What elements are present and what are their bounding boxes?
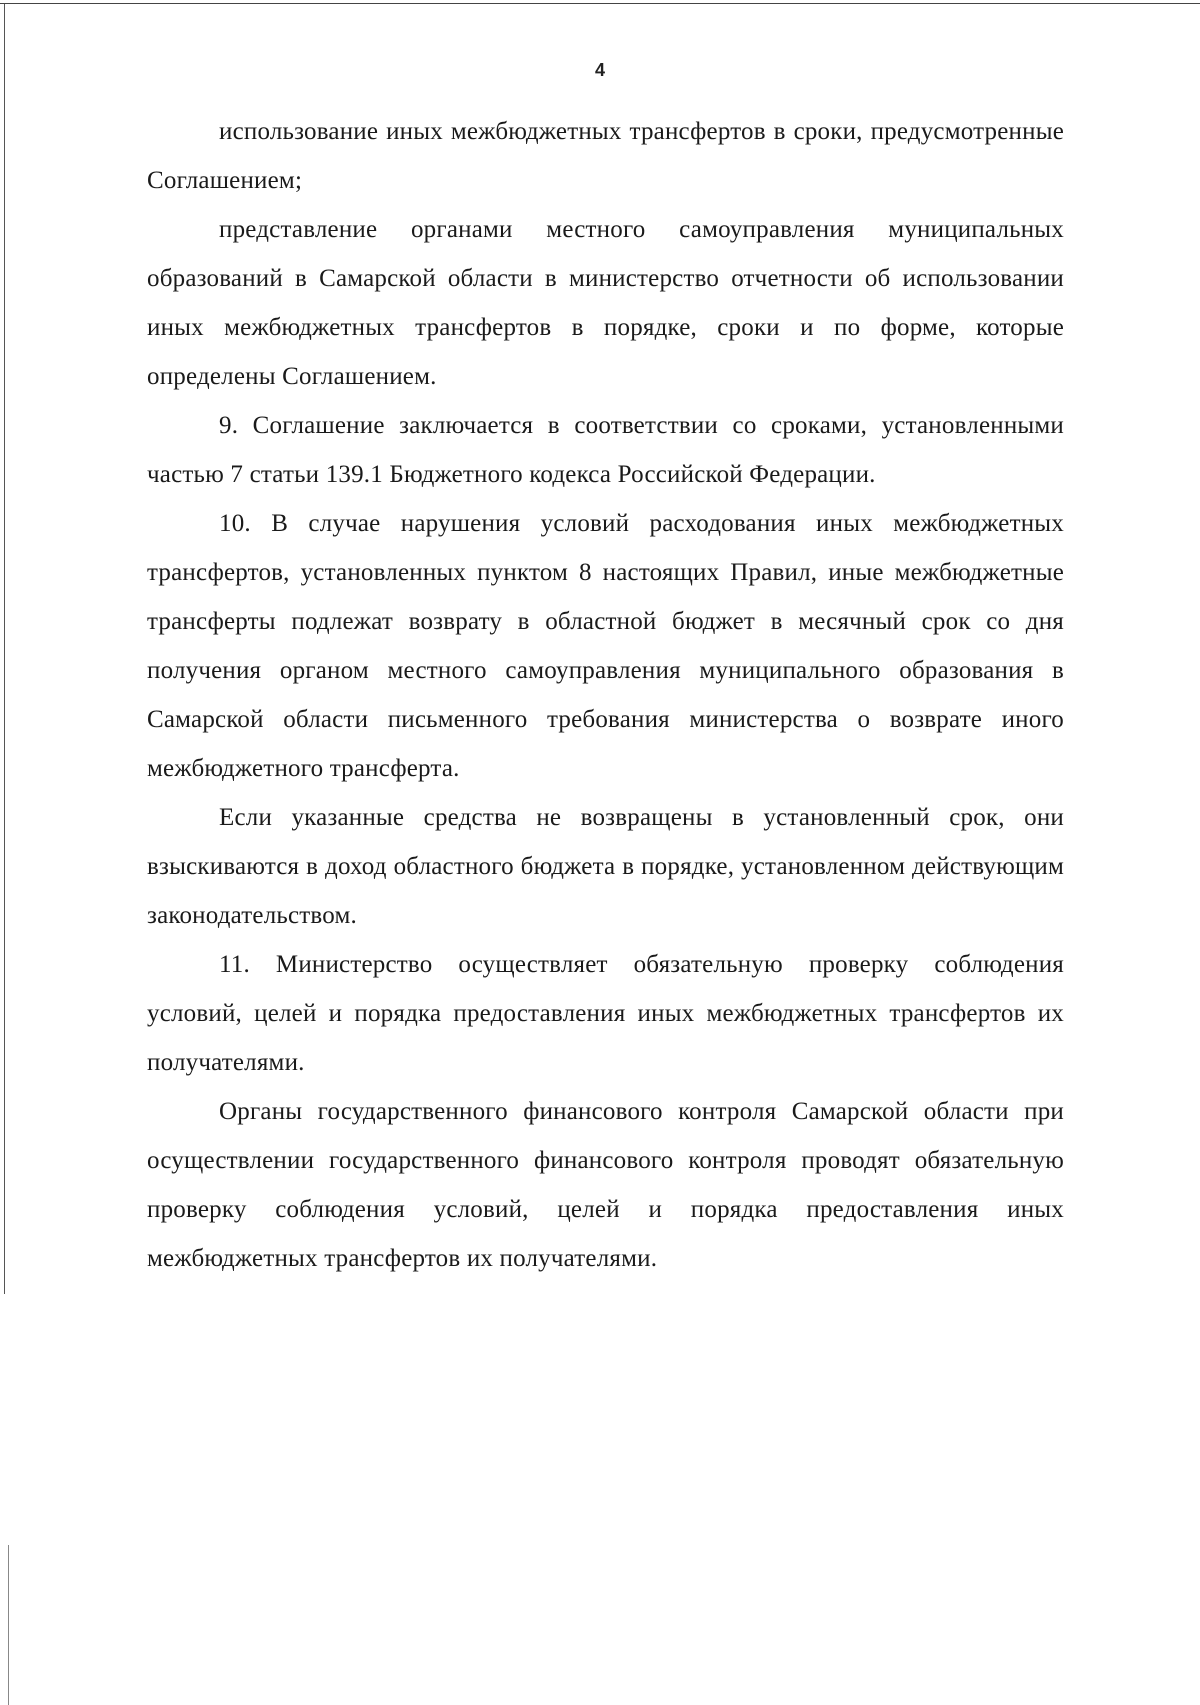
document-body: [147, 107, 1064, 1283]
paragraph: использование иных межбюджетных трансфертов в сроки, предусмотренные Соглашением;: [147, 118, 1064, 194]
paragraph: представление органами местного самоуправления муниципальных образований в Самарской области в министерство отчетности об использовании иных межбюджетных трансфертов в порядке, сроки и по форме, которые определены Соглашением.: [147, 216, 1064, 390]
paragraph: 11. Министерство осуществляет обязательную проверку соблюдения условий, целей и порядка предоставления иных межбюджетных трансфертов их получателями.: [147, 951, 1064, 1076]
paragraph: Если указанные средства не возвращены в установленный срок, они взыскиваются в доход областного бюджета в порядке, установленном действующим законодательством.: [147, 804, 1064, 929]
scan-edge-left: [4, 4, 5, 1294]
scan-edge-left-lower: [8, 1545, 9, 1705]
paragraph: 10. В случае нарушения условий расходования иных межбюджетных трансфертов, установленных пунктом 8 настоящих Правил, иные межбюджетные трансферты подлежат возврату в областной бюджет в месячный срок со дня получения органом местного самоуправления муниципального образования в Самарской области письменного требования министерства о возврате иного межбюджетного трансферта.: [147, 510, 1064, 782]
page-number: 4: [594, 60, 605, 80]
paragraph: Органы государственного финансового контроля Самарской области при осуществлении государственного финансового контроля проводят обязательную проверку соблюдения условий, целей и порядка предоставления иных межбюджетных трансфертов их получателями.: [147, 1098, 1064, 1272]
scan-edge-top: [0, 3, 1200, 4]
paragraph: 9. Соглашение заключается в соответствии со сроками, установленными частью 7 статьи 139.1 Бюджетного кодекса Российской Федерации.: [147, 412, 1064, 488]
